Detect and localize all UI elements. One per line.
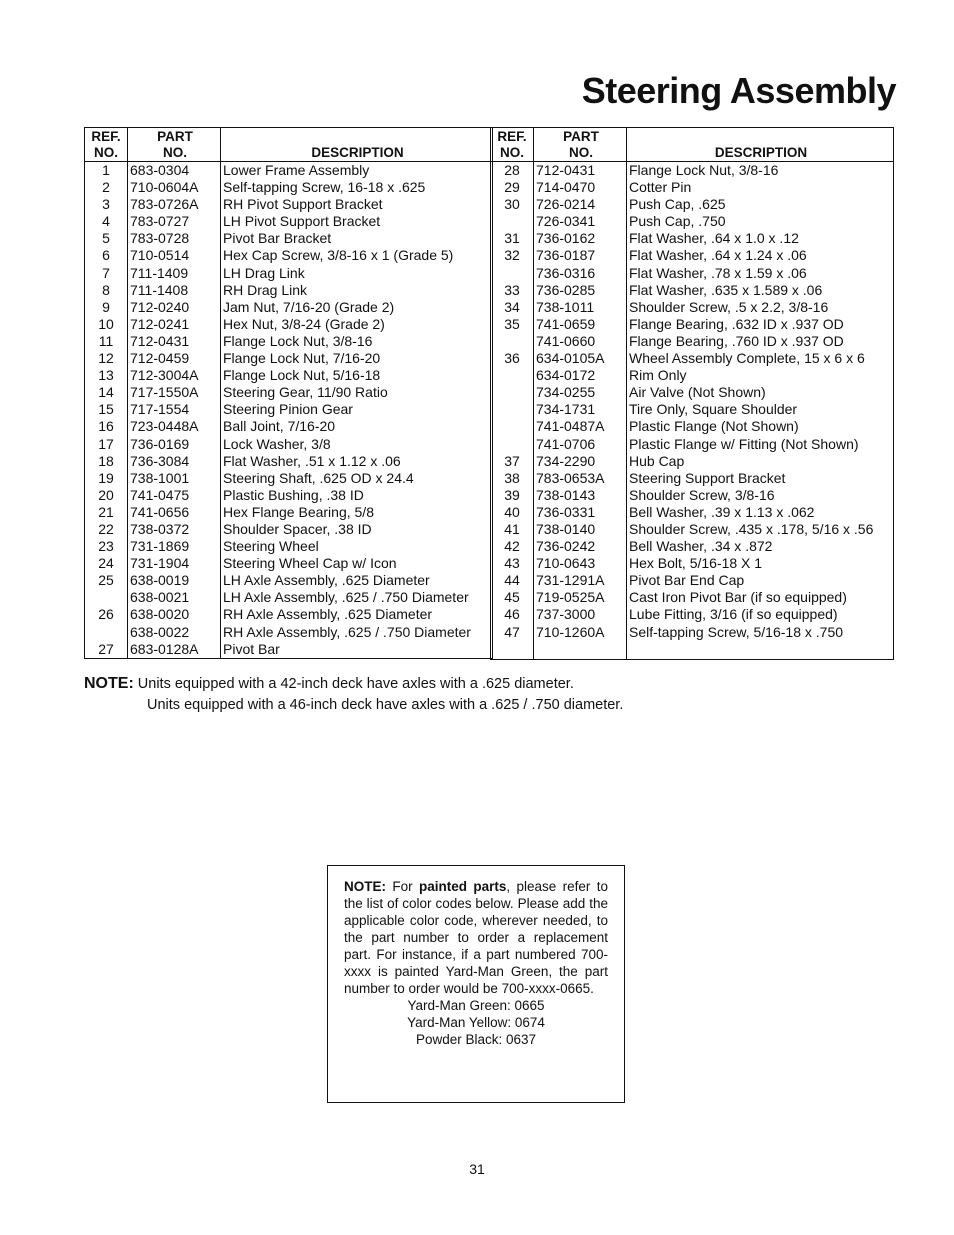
ref-no-cell: 24 [85,555,128,572]
part-no-header: PART NO. [128,128,221,162]
ref-no-cell: 18 [85,453,128,470]
part-no-cell: 719-0525A [534,589,627,606]
parts-table-left [84,127,493,659]
part-no-cell: 714-0470 [534,179,627,196]
table-row [491,316,894,333]
description-cell: Flat Washer, .64 x 1.0 x .12 [627,230,894,247]
description-cell: Self-tapping Screw, 5/16-18 x .750 [627,624,894,641]
table-row [85,247,493,264]
part-no-cell: 783-0727 [128,213,221,230]
ref-no-cell: 38 [491,470,534,487]
table-row [85,555,493,572]
description-cell: Shoulder Screw, .435 x .178, 5/16 x .56 [627,521,894,538]
table-row [85,367,493,384]
ref-no-cell: 20 [85,487,128,504]
description-cell: Flange Lock Nut, 7/16-20 [221,350,493,367]
ref-no-cell: 42 [491,538,534,555]
description-cell: Shoulder Spacer, .38 ID [221,521,493,538]
ref-no-cell: 11 [85,333,128,350]
table-row [491,333,894,350]
description-cell: Flat Washer, .64 x 1.24 x .06 [627,247,894,264]
table-row [491,230,894,247]
table-row [85,572,493,589]
description-cell: Hex Nut, 3/8-24 (Grade 2) [221,316,493,333]
ref-no-cell: 32 [491,247,534,264]
table-header-row [85,128,493,162]
part-no-cell: 741-0475 [128,487,221,504]
table-row [491,436,894,453]
ref-no-cell: 6 [85,247,128,264]
part-no-cell: 712-0431 [534,162,627,180]
part-no-cell: 736-3084 [128,453,221,470]
description-cell: Steering Support Bracket [627,470,894,487]
part-no-cell: 638-0022 [128,624,221,641]
parts-table-left-body [85,162,493,659]
part-no-cell: 738-1011 [534,299,627,316]
description-cell: Jam Nut, 7/16-20 (Grade 2) [221,299,493,316]
description-cell: Plastic Flange w/ Fitting (Not Shown) [627,436,894,453]
part-no-cell: 738-1001 [128,470,221,487]
description-cell: Flat Washer, .635 x 1.589 x .06 [627,282,894,299]
part-no-cell: 712-0240 [128,299,221,316]
part-no-cell: 741-0487A [534,418,627,435]
description-cell: Plastic Flange (Not Shown) [627,418,894,435]
table-row [491,179,894,196]
description-cell: Self-tapping Screw, 16-18 x .625 [221,179,493,196]
table-row [85,436,493,453]
ref-no-cell: 25 [85,572,128,589]
ref-no-header: REF. NO. [85,128,128,162]
color-code-black: Powder Black: 0637 [415,1032,537,1047]
part-no-cell: 738-0140 [534,521,627,538]
table-row [491,418,894,435]
table-header-row [491,128,894,162]
description-cell: Air Valve (Not Shown) [627,384,894,401]
empty-cell [627,641,894,660]
table-row [85,333,493,350]
part-no-cell: 783-0726A [128,196,221,213]
part-no-cell: 736-0162 [534,230,627,247]
description-cell: Wheel Assembly Complete, 15 x 6 x 6 [627,350,894,367]
ref-no-cell: 1 [85,162,128,180]
ref-no-cell: 14 [85,384,128,401]
table-row [85,265,493,282]
ref-no-header: REF. NO. [491,128,534,162]
ref-no-cell: 33 [491,282,534,299]
ref-no-cell: 46 [491,606,534,623]
table-row [85,453,493,470]
table-row [85,384,493,401]
ref-no-cell: 39 [491,487,534,504]
parts-table-right [490,127,894,660]
description-cell: Ball Joint, 7/16-20 [221,418,493,435]
description-cell: Push Cap, .625 [627,196,894,213]
part-no-cell: 726-0341 [534,213,627,230]
part-no-cell: 710-0643 [534,555,627,572]
description-cell: Hex Bolt, 5/16-18 X 1 [627,555,894,572]
ref-no-cell: 28 [491,162,534,180]
part-no-cell: 731-1904 [128,555,221,572]
description-cell: Flange Lock Nut, 3/8-16 [221,333,493,350]
table-row [491,384,894,401]
part-no-cell: 737-3000 [534,606,627,623]
parts-table-right-body [491,162,894,660]
part-no-cell: 738-0143 [534,487,627,504]
part-no-cell: 638-0021 [128,589,221,606]
color-code-list [344,997,608,1048]
description-cell: Shoulder Screw, 3/8-16 [627,487,894,504]
table-row [85,606,493,623]
ref-no-cell: 4 [85,213,128,230]
ref-no-cell: 34 [491,299,534,316]
ref-no-cell: 8 [85,282,128,299]
table-row [85,299,493,316]
color-code-note-box [327,865,625,1103]
ref-no-cell: 12 [85,350,128,367]
table-row [85,641,493,659]
description-cell: Pivot Bar [221,641,493,659]
ref-no-cell [491,401,534,418]
part-no-cell: 736-0242 [534,538,627,555]
description-header: DESCRIPTION [221,128,493,162]
description-cell: Rim Only [627,367,894,384]
table-row [491,299,894,316]
part-no-cell: 741-0660 [534,333,627,350]
page-title: Steering Assembly [581,70,896,111]
table-row [85,521,493,538]
table-row [85,538,493,555]
description-cell: Steering Gear, 11/90 Ratio [221,384,493,401]
note-line-2: Units equipped with a 46-inch deck have axles with a .625 / .750 diameter. [147,697,624,713]
ref-no-cell [491,213,534,230]
part-no-cell: 683-0128A [128,641,221,659]
description-cell: Steering Wheel Cap w/ Icon [221,555,493,572]
empty-cell [491,641,534,660]
table-row [491,453,894,470]
part-no-cell: 741-0706 [534,436,627,453]
part-no-cell: 734-1731 [534,401,627,418]
ref-no-cell: 3 [85,196,128,213]
ref-no-cell: 5 [85,230,128,247]
part-no-cell: 710-0604A [128,179,221,196]
ref-no-cell: 47 [491,624,534,641]
part-no-cell: 712-0241 [128,316,221,333]
part-no-cell: 741-0659 [534,316,627,333]
ref-no-cell: 27 [85,641,128,659]
description-cell: Tire Only, Square Shoulder [627,401,894,418]
part-no-cell: 723-0448A [128,418,221,435]
description-cell: Bell Washer, .34 x .872 [627,538,894,555]
description-cell: Steering Wheel [221,538,493,555]
axle-note [84,673,623,716]
table-row [85,487,493,504]
description-cell: Flat Washer, .78 x 1.59 x .06 [627,265,894,282]
color-code-green: Yard-Man Green: 0665 [407,998,545,1013]
ref-no-cell: 36 [491,350,534,367]
color-code-yellow: Yard-Man Yellow: 0674 [407,1015,545,1030]
ref-no-cell: 7 [85,265,128,282]
part-no-cell: 736-0285 [534,282,627,299]
part-no-cell: 731-1869 [128,538,221,555]
description-header: DESCRIPTION [627,128,894,162]
color-note-text: NOTE: For painted parts, please refer to the list of color codes below. Please add the applicable color code, wherever needed, to the part number to order a replacement part. For instance, if a part numbered 700-xxxx is painted Yard-Man Green, the part number to order would be 700-xxxx-0665. [344,879,608,996]
description-cell: RH Drag Link [221,282,493,299]
ref-no-cell: 22 [85,521,128,538]
table-row [85,350,493,367]
description-cell: Lock Washer, 3/8 [221,436,493,453]
table-row [85,589,493,606]
table-row [85,470,493,487]
empty-cell [534,641,627,660]
ref-no-cell [491,384,534,401]
ref-no-cell: 29 [491,179,534,196]
description-cell: Steering Pinion Gear [221,401,493,418]
ref-no-cell [491,418,534,435]
part-no-cell: 712-0459 [128,350,221,367]
part-no-cell: 634-0105A [534,350,627,367]
ref-no-cell [491,367,534,384]
ref-no-cell [85,589,128,606]
table-row [85,624,493,641]
part-no-cell: 717-1554 [128,401,221,418]
part-no-cell: 711-1409 [128,265,221,282]
table-row [491,572,894,589]
ref-no-cell: 37 [491,453,534,470]
description-cell: LH Pivot Support Bracket [221,213,493,230]
description-cell: Plastic Bushing, .38 ID [221,487,493,504]
description-cell: Hub Cap [627,453,894,470]
ref-no-cell: 19 [85,470,128,487]
table-row [491,606,894,623]
table-filler-row [491,641,894,660]
part-no-cell: 736-0316 [534,265,627,282]
description-cell: Shoulder Screw, .5 x 2.2, 3/8-16 [627,299,894,316]
description-cell: Pivot Bar Bracket [221,230,493,247]
ref-no-cell [491,265,534,282]
part-no-cell: 734-0255 [534,384,627,401]
part-no-cell: 712-0431 [128,333,221,350]
description-cell: Lower Frame Assembly [221,162,493,180]
ref-no-cell: 44 [491,572,534,589]
part-no-cell: 683-0304 [128,162,221,180]
ref-no-cell [491,333,534,350]
description-cell: RH Axle Assembly, .625 Diameter [221,606,493,623]
part-no-cell: 710-1260A [534,624,627,641]
ref-no-cell: 45 [491,589,534,606]
ref-no-cell: 17 [85,436,128,453]
description-cell: LH Axle Assembly, .625 / .750 Diameter [221,589,493,606]
note-line-1: Units equipped with a 42-inch deck have axles with a .625 diameter. [137,676,574,692]
part-no-cell: 712-3004A [128,367,221,384]
table-row [85,316,493,333]
part-no-cell: 710-0514 [128,247,221,264]
ref-no-cell: 23 [85,538,128,555]
part-no-cell: 734-2290 [534,453,627,470]
description-cell: Steering Shaft, .625 OD x 24.4 [221,470,493,487]
table-row [85,196,493,213]
description-cell: Hex Flange Bearing, 5/8 [221,504,493,521]
description-cell: LH Axle Assembly, .625 Diameter [221,572,493,589]
table-row [85,230,493,247]
description-cell: Lube Fitting, 3/16 (if so equipped) [627,606,894,623]
ref-no-cell [85,624,128,641]
description-cell: LH Drag Link [221,265,493,282]
table-row [85,213,493,230]
part-no-cell: 736-0187 [534,247,627,264]
part-no-cell: 731-1291A [534,572,627,589]
description-cell: Flange Lock Nut, 5/16-18 [221,367,493,384]
ref-no-cell: 9 [85,299,128,316]
description-cell: RH Pivot Support Bracket [221,196,493,213]
ref-no-cell: 13 [85,367,128,384]
ref-no-cell: 16 [85,418,128,435]
ref-no-cell: 41 [491,521,534,538]
ref-no-cell: 21 [85,504,128,521]
part-no-cell: 726-0214 [534,196,627,213]
table-row [491,624,894,641]
part-no-cell: 783-0728 [128,230,221,247]
table-row [491,265,894,282]
table-row [85,282,493,299]
ref-no-cell: 2 [85,179,128,196]
description-cell: Cotter Pin [627,179,894,196]
table-row [491,487,894,504]
description-cell: Cast Iron Pivot Bar (if so equipped) [627,589,894,606]
part-no-cell: 717-1550A [128,384,221,401]
description-cell: Pivot Bar End Cap [627,572,894,589]
table-row [491,504,894,521]
table-row [491,196,894,213]
table-row [491,470,894,487]
table-row [491,282,894,299]
description-cell: Flange Bearing, .760 ID x .937 OD [627,333,894,350]
ref-no-cell: 31 [491,230,534,247]
table-row [491,589,894,606]
table-row [491,350,894,367]
description-cell: Push Cap, .750 [627,213,894,230]
table-row [491,162,894,180]
part-no-cell: 741-0656 [128,504,221,521]
table-row [85,179,493,196]
table-row [85,162,493,180]
ref-no-cell: 10 [85,316,128,333]
table-row [491,213,894,230]
part-no-cell: 638-0019 [128,572,221,589]
ref-no-cell [491,436,534,453]
part-no-cell: 711-1408 [128,282,221,299]
table-row [491,247,894,264]
table-row [85,401,493,418]
part-no-header: PART NO. [534,128,627,162]
page-number: 31 [469,1161,485,1177]
ref-no-cell: 43 [491,555,534,572]
description-cell: RH Axle Assembly, .625 / .750 Diameter [221,624,493,641]
note-label: NOTE: [84,675,134,692]
table-row [491,555,894,572]
description-cell: Bell Washer, .39 x 1.13 x .062 [627,504,894,521]
table-row [491,538,894,555]
ref-no-cell: 30 [491,196,534,213]
description-cell: Flange Lock Nut, 3/8-16 [627,162,894,180]
table-row [491,367,894,384]
ref-no-cell: 40 [491,504,534,521]
ref-no-cell: 26 [85,606,128,623]
part-no-cell: 634-0172 [534,367,627,384]
part-no-cell: 738-0372 [128,521,221,538]
description-cell: Flange Bearing, .632 ID x .937 OD [627,316,894,333]
table-row [491,401,894,418]
part-no-cell: 736-0331 [534,504,627,521]
description-cell: Flat Washer, .51 x 1.12 x .06 [221,453,493,470]
ref-no-cell: 15 [85,401,128,418]
part-no-cell: 736-0169 [128,436,221,453]
table-row [491,521,894,538]
part-no-cell: 783-0653A [534,470,627,487]
ref-no-cell: 35 [491,316,534,333]
description-cell: Hex Cap Screw, 3/8-16 x 1 (Grade 5) [221,247,493,264]
table-row [85,418,493,435]
table-row [85,504,493,521]
part-no-cell: 638-0020 [128,606,221,623]
